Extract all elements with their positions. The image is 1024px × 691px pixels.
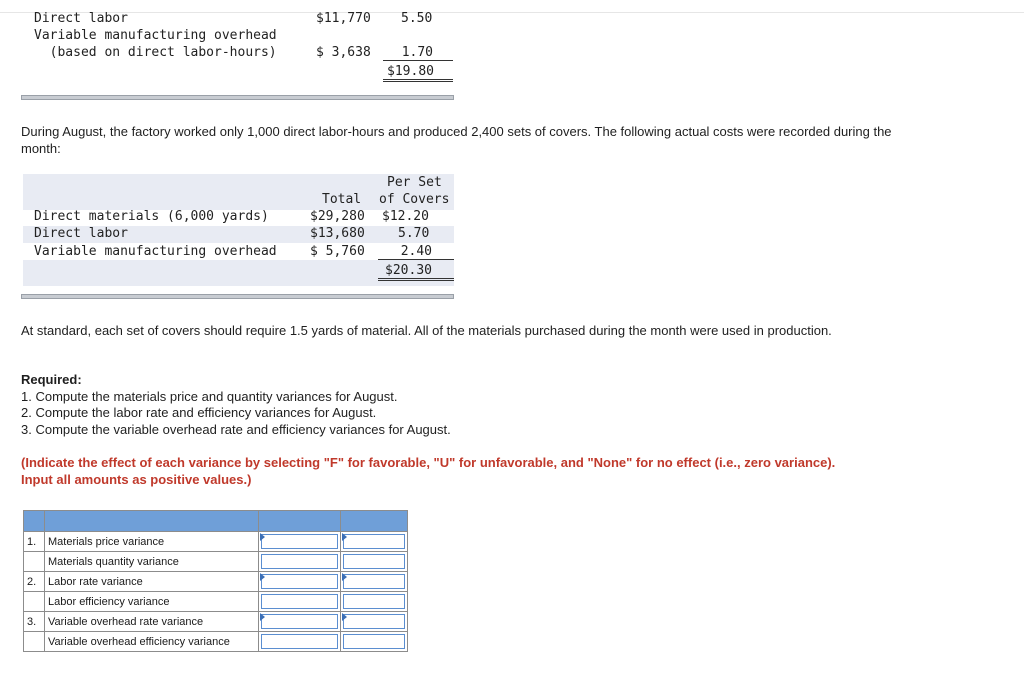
actual-sum: $20.30 — [378, 263, 454, 281]
amount-input[interactable] — [259, 632, 341, 652]
std-row-label: Variable manufacturing overhead — [34, 28, 277, 43]
amount-input[interactable] — [259, 532, 341, 552]
col-header-total: Total — [322, 192, 362, 207]
row-number — [24, 592, 45, 612]
row-label: Materials quantity variance — [45, 552, 259, 572]
row-number: 3. — [24, 612, 45, 632]
table-row — [24, 612, 408, 632]
required-item: 2. Compute the labor rate and efficiency variances for August. — [21, 405, 377, 420]
actual-row-total: $29,280 — [310, 209, 365, 224]
std-row-label: (based on direct labor-hours) — [34, 45, 277, 60]
standard-paragraph: At standard, each set of covers should require 1.5 yards of material. All of the materials purchased during the month were used in production. — [21, 323, 832, 338]
col-header-per: of Covers — [379, 192, 450, 207]
col-header-per: Per Set — [387, 175, 442, 190]
row-number — [24, 552, 45, 572]
row-number: 1. — [24, 532, 45, 552]
effect-select[interactable] — [341, 632, 408, 652]
effect-select[interactable] — [341, 572, 408, 592]
row-number — [24, 632, 45, 652]
std-sum: $19.80 — [383, 64, 453, 82]
table-row — [24, 532, 408, 552]
row-label: Labor rate variance — [45, 572, 259, 592]
row-number: 2. — [24, 572, 45, 592]
table-scrollbar[interactable] — [21, 294, 454, 299]
instruction-text: (Indicate the effect of each variance by selecting "F" for favorable, "U" for unfavorable, and "None" for no effect (i.e., zero variance). Input all amounts as positive values.) — [21, 455, 836, 487]
actual-row-total: $ 5,760 — [310, 244, 365, 259]
std-row-per: 1.70 — [383, 45, 453, 61]
answer-table — [23, 510, 408, 652]
top-divider — [0, 12, 1024, 13]
actual-row-per: 2.40 — [378, 244, 454, 260]
input-marker-icon — [342, 613, 347, 621]
actual-row-per: 5.70 — [398, 226, 430, 241]
amount-input[interactable] — [259, 592, 341, 612]
table-row — [24, 552, 408, 572]
effect-select[interactable] — [341, 612, 408, 632]
actual-row-label: Variable manufacturing overhead — [34, 244, 277, 259]
table-row — [24, 572, 408, 592]
required-item: 1. Compute the materials price and quantity variances for August. — [21, 389, 398, 404]
row-label: Variable overhead rate variance — [45, 612, 259, 632]
std-row-total: $11,770 — [316, 11, 371, 26]
amount-input[interactable] — [259, 612, 341, 632]
std-row-total: $ 3,638 — [316, 45, 371, 60]
effect-select[interactable] — [341, 532, 408, 552]
required-heading: Required: — [21, 372, 82, 387]
answer-header-row — [24, 511, 408, 532]
row-label: Materials price variance — [45, 532, 259, 552]
amount-input[interactable] — [259, 552, 341, 572]
input-marker-icon — [342, 573, 347, 581]
input-marker-icon — [342, 533, 347, 541]
table-row — [24, 592, 408, 612]
actual-row-total: $13,680 — [310, 226, 365, 241]
std-row-label: Direct labor — [34, 11, 128, 26]
row-label: Labor efficiency variance — [45, 592, 259, 612]
input-marker-icon — [260, 613, 265, 621]
input-marker-icon — [260, 533, 265, 541]
row-label: Variable overhead efficiency variance — [45, 632, 259, 652]
actual-row-label: Direct labor — [34, 226, 128, 241]
intro-paragraph: During August, the factory worked only 1,000 direct labor-hours and produced 2,400 sets of covers. The following actual costs were recorded during the month: — [21, 124, 892, 156]
required-item: 3. Compute the variable overhead rate and efficiency variances for August. — [21, 422, 451, 437]
effect-select[interactable] — [341, 552, 408, 572]
table-scrollbar[interactable] — [21, 95, 454, 100]
table-row — [24, 632, 408, 652]
actual-row-per: $12.20 — [382, 209, 429, 224]
std-row-per: 5.50 — [401, 11, 433, 26]
effect-select[interactable] — [341, 592, 408, 612]
amount-input[interactable] — [259, 572, 341, 592]
actual-row-label: Direct materials (6,000 yards) — [34, 209, 269, 224]
input-marker-icon — [260, 573, 265, 581]
